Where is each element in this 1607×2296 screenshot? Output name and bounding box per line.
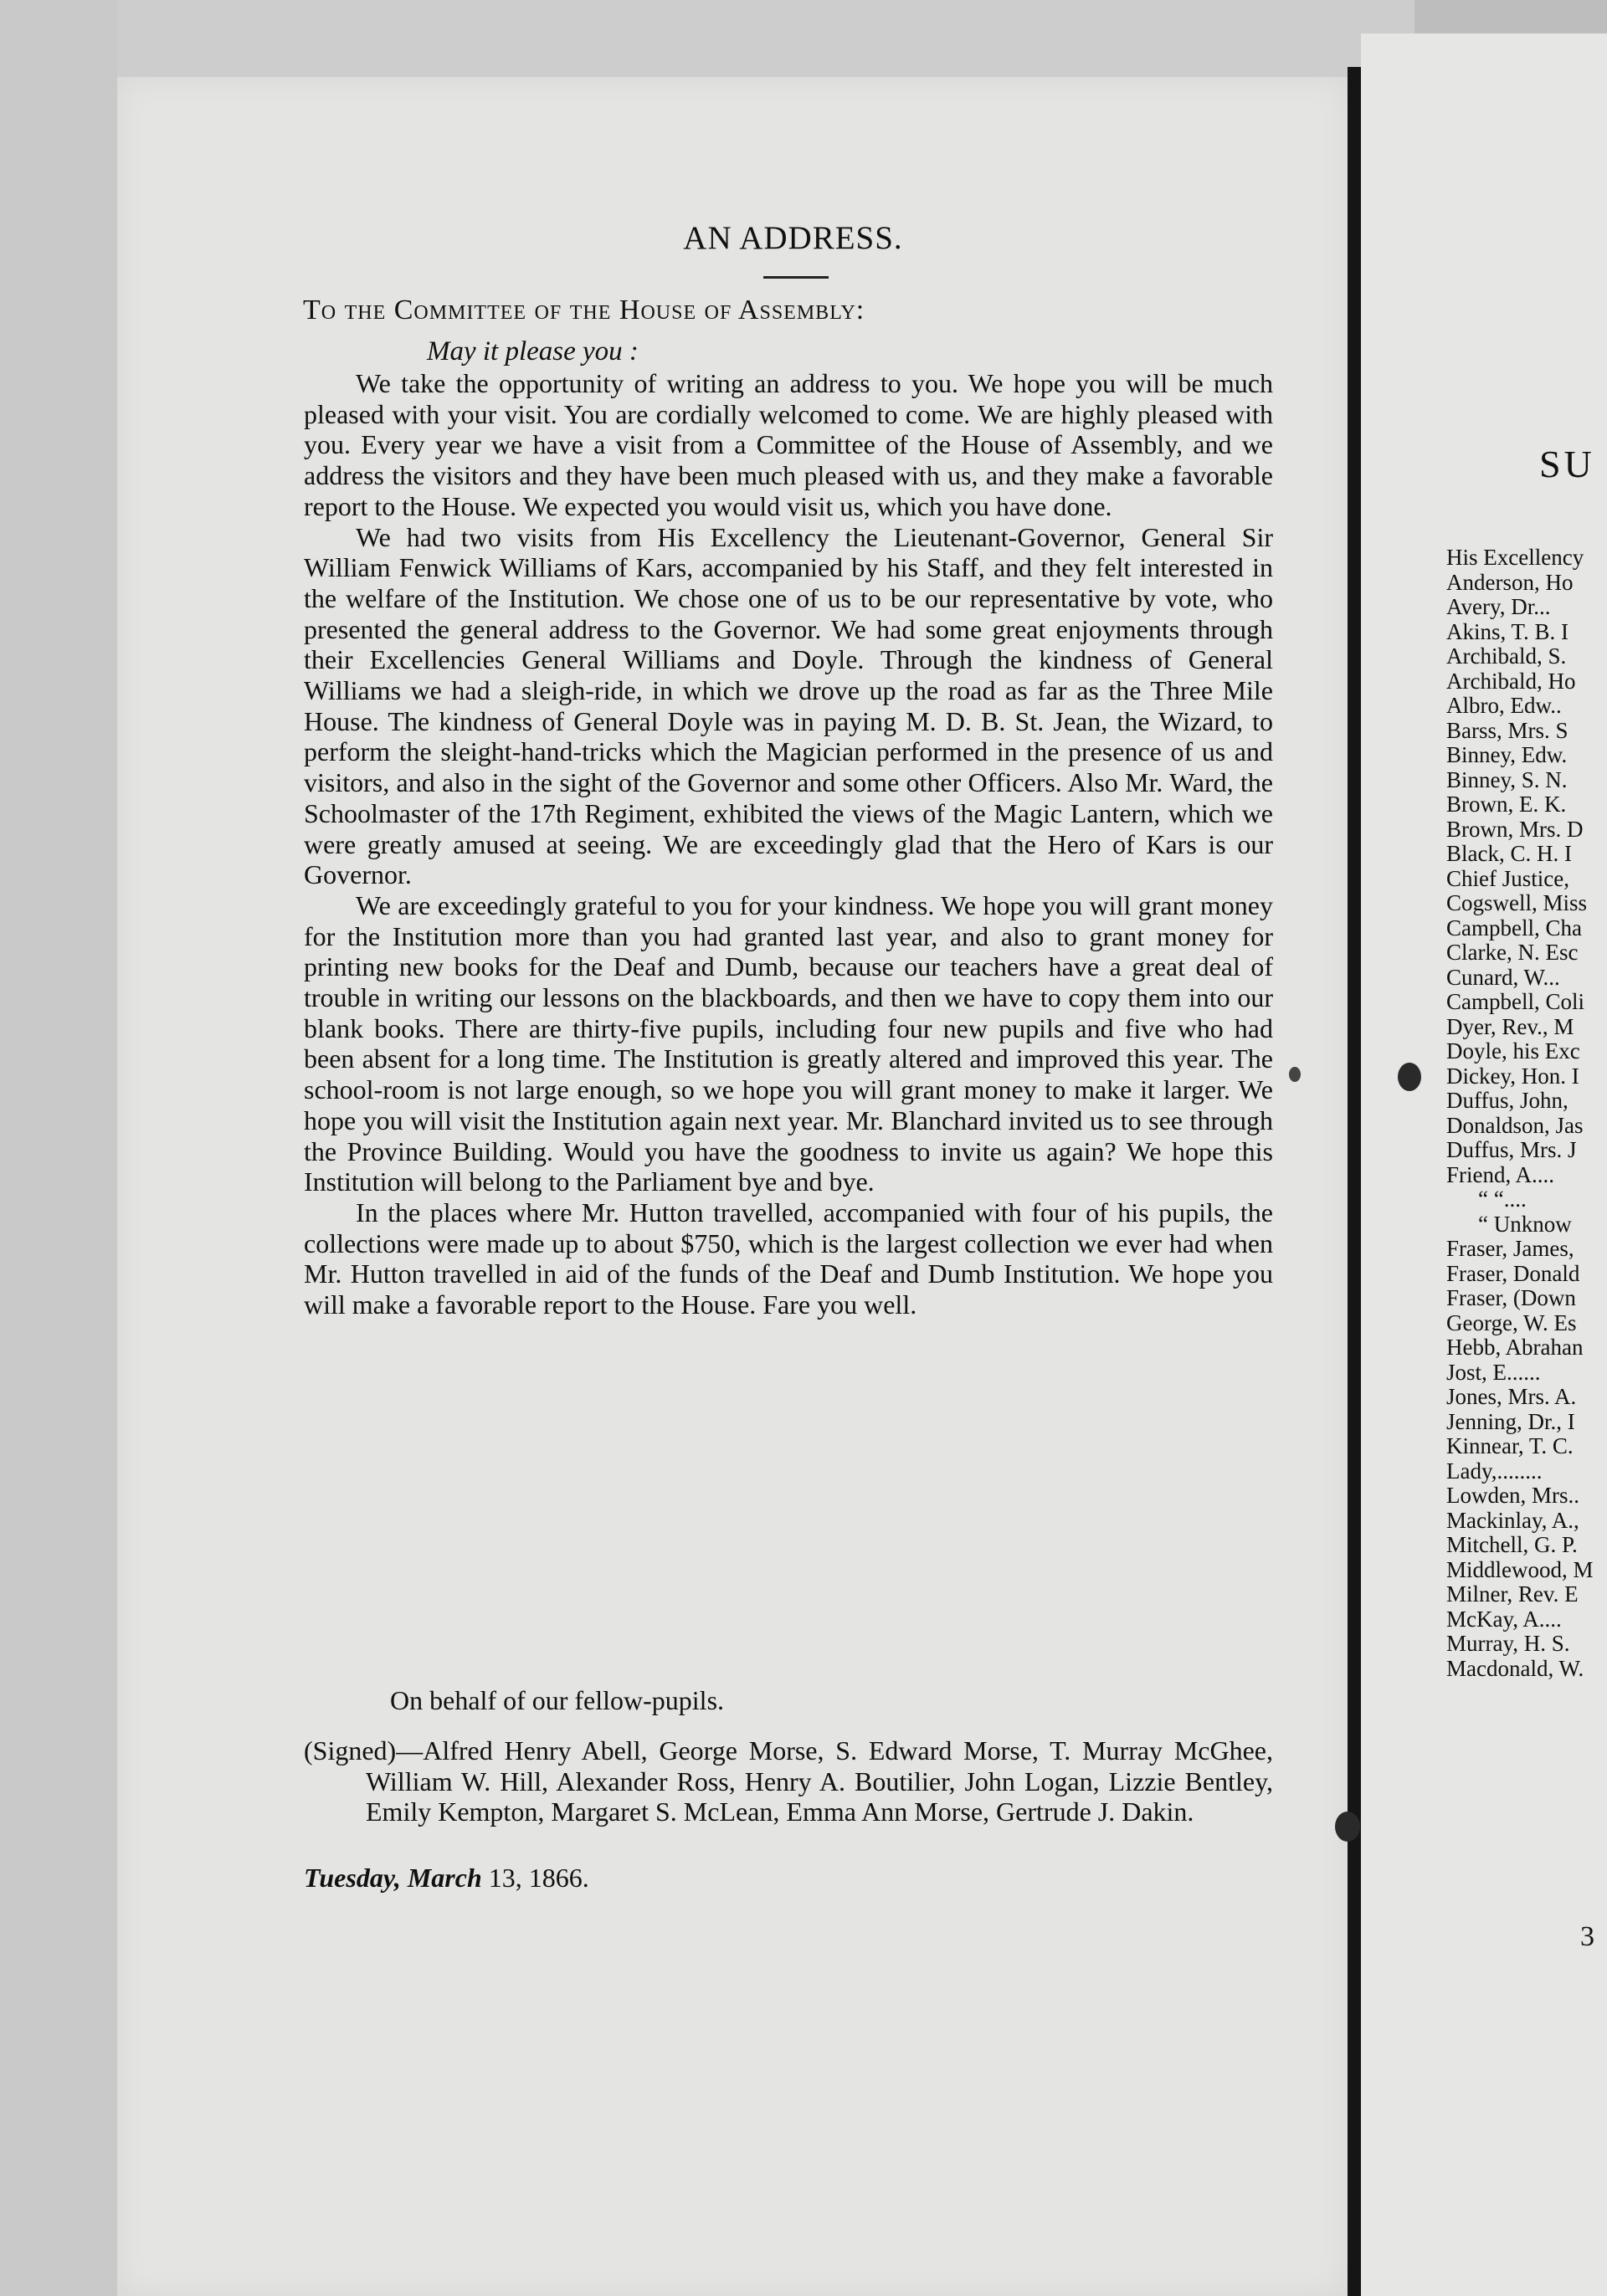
- date-weekday-month: Tuesday, March: [304, 1863, 482, 1893]
- paragraph: We are exceedingly grateful to you for your kindness. We hope you will grant money for the Institution more than you had granted last year, and also to grant money for printing new books for the Deaf and Dumb, because our teachers have a great deal of trouble in writing our lessons on the blackboards, and then we have to copy them into our blank books. There are thirty-five pupils, including four new pupils and five who had been absent for a long time. The Institution is greatly altered and improved this year. The school-room is not large enough, so we hope you will grant money to make it larger. We hope you will visit the Institution again next year. Mr. Blanchard invited us to see through the Province Building. Would you have the goodness to invite us again? We hope this Institution will belong to the Parliament bye and bye.: [304, 889, 1273, 1197]
- list-item: Duffus, Mrs. J: [1446, 1137, 1577, 1162]
- ink-blot: [1289, 1067, 1301, 1082]
- list-item: Mitchell, G. P.: [1446, 1532, 1578, 1557]
- right-page-heading: SU: [1539, 443, 1595, 485]
- list-item: Barss, Mrs. S: [1446, 717, 1568, 743]
- opening-line: May it please you :: [427, 336, 639, 366]
- list-item: Archibald, S.: [1446, 643, 1567, 669]
- list-item: Cogswell, Miss: [1446, 890, 1588, 915]
- salutation: To the Committee of the House of Assembly:: [303, 295, 865, 325]
- list-item: Jones, Mrs. A.: [1446, 1384, 1577, 1409]
- list-item: Donaldson, Jas: [1446, 1112, 1584, 1138]
- paragraph: In the places where Mr. Hutton travelled, accompanied with four of his pupils, the collections were made up to about $750, which is the largest collection we ever had when Mr. Hutton travelled in aid of the funds of the Deaf and Dumb Institution. We hope you will make a favorable report to the House. Fare you well.: [304, 1197, 1273, 1320]
- scan-background-left: [0, 0, 117, 2296]
- list-item: Fraser, Donald: [1446, 1260, 1580, 1286]
- list-item: Black, C. H. I: [1446, 841, 1572, 866]
- page-number: 3: [1580, 1921, 1594, 1952]
- list-item: Brown, Mrs. D: [1446, 816, 1584, 842]
- list-item: “ Unknow: [1478, 1211, 1572, 1237]
- list-item: Mackinlay, A.,: [1446, 1507, 1579, 1533]
- list-item: Macdonald, W.: [1446, 1655, 1584, 1681]
- list-item: Clarke, N. Esc: [1446, 940, 1579, 965]
- paragraph: We had two visits from His Excellency the Lieutenant-Governor, General Sir William Fenwick Williams of Kars, accompanied by his Staff, and they felt interested in the welfare of the Institution. We chose one of us to be our representative by vote, who presented the general address to the Governor. We had some great enjoyments through their Excellencies General Williams and Doyle. Through the kindness of General Williams we had a sleigh-ride, in which we drove up the road as far as the Three Mile House. The kindness of General Doyle was in paying M. D. B. St. Jean, the Wizard, to perform the sleight-hand-tricks which the Magician performed in the presence of us and visitors, and also in the sight of the Governor and some other Officers. Also Mr. Ward, the Schoolmaster of the 17th Regiment, exhibited the views of the Magic Lantern, which we were greatly amused at seeing. We are exceedingly glad that the Hero of Kars is our Governor.: [304, 521, 1273, 890]
- list-item: Dickey, Hon. I: [1446, 1063, 1579, 1089]
- list-item: George, W. Es: [1446, 1309, 1577, 1335]
- list-item: Duffus, John,: [1446, 1088, 1568, 1113]
- subscriber-list: [1446, 546, 1594, 1681]
- list-item: Milner, Rev. E: [1446, 1581, 1579, 1607]
- list-item: His Excellency: [1446, 545, 1584, 570]
- list-item: Chief Justice,: [1446, 865, 1569, 891]
- list-item: Middlewood, M: [1446, 1556, 1594, 1582]
- behalf-line: On behalf of our fellow-pupils.: [390, 1685, 725, 1715]
- list-item: Campbell, Coli: [1446, 989, 1584, 1014]
- list-item: Lady,........: [1446, 1458, 1543, 1484]
- list-item: McKay, A....: [1446, 1606, 1562, 1632]
- dateline: [304, 1863, 589, 1894]
- list-item: Hebb, Abrahan: [1446, 1335, 1584, 1360]
- list-item: Friend, A....: [1446, 1161, 1555, 1187]
- ink-blot: [1398, 1063, 1421, 1091]
- address-body: [304, 368, 1273, 1320]
- signatories: (Signed)—Alfred Henry Abell, George Morse, S. Edward Morse, T. Murray McGhee, William W. Hill, Alexander Ross, Henry A. Boutilier, John Logan, Lizzie Bentley, Emily Kempton, Margaret S. McLean, Emma Ann Morse, Gertrude J. Dakin.: [304, 1735, 1273, 1827]
- title-divider: [763, 276, 829, 279]
- list-item: Anderson, Ho: [1446, 569, 1574, 595]
- list-item: Jost, E......: [1446, 1359, 1541, 1385]
- page-title: AN ADDRESS.: [683, 220, 903, 256]
- list-item: Archibald, Ho: [1446, 668, 1576, 694]
- list-item: Jenning, Dr., I: [1446, 1408, 1575, 1434]
- list-item: Avery, Dr...: [1446, 594, 1551, 619]
- ink-blot: [1335, 1812, 1360, 1842]
- list-item: Kinnear, T. C.: [1446, 1433, 1574, 1458]
- list-item: Cunard, W...: [1446, 964, 1560, 990]
- date-day-year: 13, 1866.: [481, 1863, 589, 1893]
- list-item: Dyer, Rev., M: [1446, 1013, 1574, 1039]
- book-gutter: [1348, 67, 1361, 2296]
- list-item: Fraser, (Down: [1446, 1285, 1576, 1310]
- list-item: Doyle, his Exc: [1446, 1038, 1580, 1063]
- list-item: “ “....: [1478, 1186, 1527, 1212]
- paragraph: We take the opportunity of writing an address to you. We hope you will be much pleased with your visit. You are cordially welcomed to come. We are highly pleased with you. Every year we have a visit from a Committee of the House of Assembly, and we address the visitors and they have been much pleased with us, and they make a favorable report to the House. We expected you would visit us, which you have done.: [304, 368, 1273, 521]
- list-item: Brown, E. K.: [1446, 792, 1567, 817]
- list-item: Fraser, James,: [1446, 1236, 1574, 1261]
- list-item: Lowden, Mrs..: [1446, 1483, 1579, 1508]
- list-item: Binney, S. N.: [1446, 766, 1568, 792]
- list-item: Murray, H. S.: [1446, 1631, 1570, 1656]
- list-item: Binney, Edw.: [1446, 742, 1568, 767]
- list-item: Albro, Edw..: [1446, 693, 1562, 718]
- list-item: Campbell, Cha: [1446, 915, 1582, 940]
- list-item: Akins, T. B. I: [1446, 618, 1569, 644]
